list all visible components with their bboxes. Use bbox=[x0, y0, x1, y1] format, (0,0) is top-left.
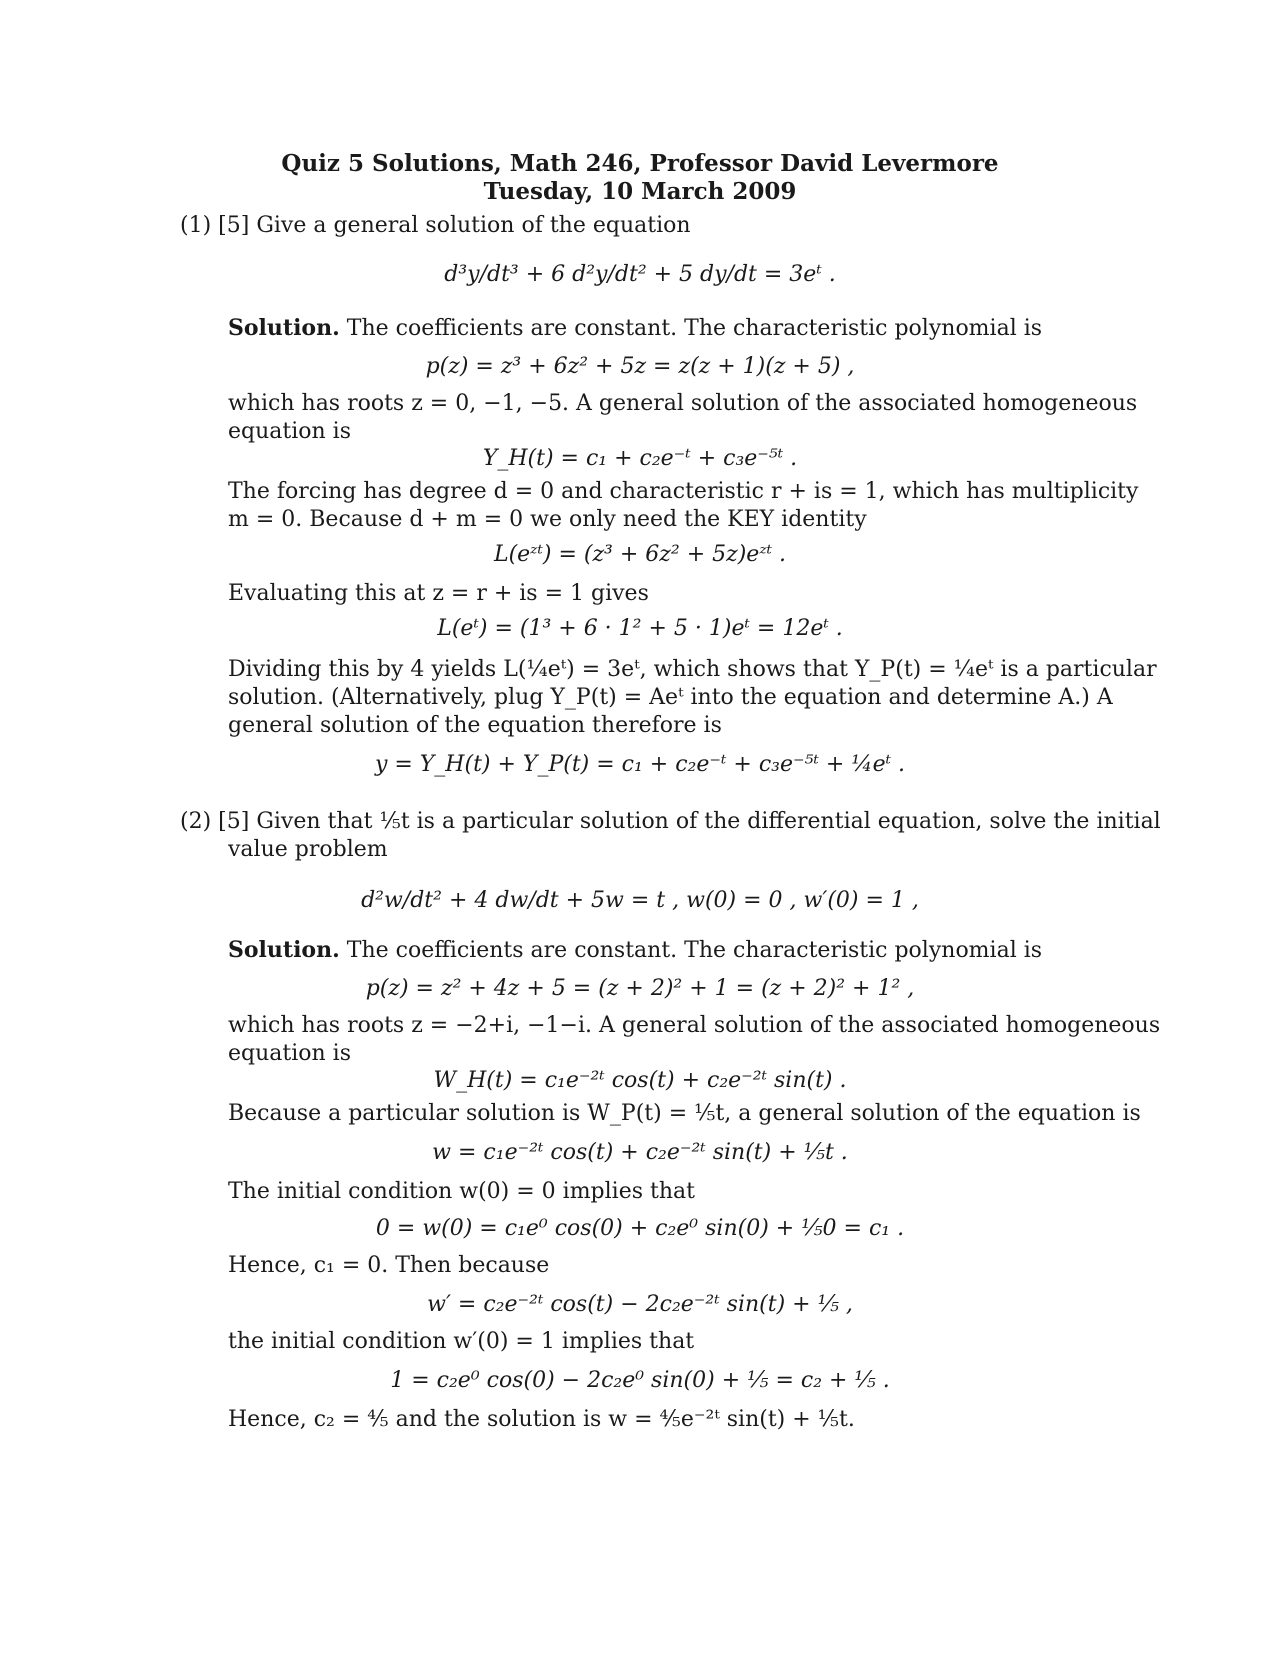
derivative: w′ = c₂e⁻²ᵗ cos(t) − 2c₂e⁻²ᵗ sin(t) + ⅕ , bbox=[427, 1292, 853, 1317]
paragraph-line: The forcing has degree d = 0 and characteristic r + is = 1, which has multiplicity bbox=[228, 479, 1139, 504]
paragraph-line: Hence, c₁ = 0. Then because bbox=[228, 1253, 550, 1278]
general-solution: y = Y_H(t) + Y_P(t) = c₁ + c₂e⁻ᵗ + c₃e⁻⁵ᵗ + ¼eᵗ . bbox=[374, 752, 906, 777]
paragraph-line: Because a particular solution is W_P(t) = ⅕t, a general solution of the equation is bbox=[228, 1101, 1141, 1126]
paragraph-line: The initial condition w(0) = 0 implies that bbox=[228, 1179, 695, 1204]
paragraph-line: general solution of the equation therefore is bbox=[228, 713, 722, 738]
key-identity: L(eᶻᵗ) = (z³ + 6z² + 5z)eᶻᵗ . bbox=[493, 542, 787, 567]
paragraph-line: equation is bbox=[228, 419, 351, 444]
homogeneous-solution: W_H(t) = c₁e⁻²ᵗ cos(t) + c₂e⁻²ᵗ sin(t) . bbox=[433, 1068, 847, 1093]
problem-1-solution-intro bbox=[228, 314, 1042, 343]
document-date: Tuesday, 10 March 2009 bbox=[483, 178, 797, 205]
solution-label: Solution. bbox=[228, 315, 340, 341]
paragraph-line: equation is bbox=[228, 1041, 351, 1066]
characteristic-polynomial: p(z) = z² + 4z + 5 = (z + 2)² + 1 = (z + 2)² + 1² , bbox=[365, 976, 915, 1001]
homogeneous-solution: Y_H(t) = c₁ + c₂e⁻ᵗ + c₃e⁻⁵ᵗ . bbox=[482, 446, 798, 471]
solution-text: The coefficients are constant. The characteristic polynomial is bbox=[346, 938, 1043, 963]
problem-2-solution-intro bbox=[228, 936, 1042, 965]
general-solution: w = c₁e⁻²ᵗ cos(t) + c₂e⁻²ᵗ sin(t) + ⅕t . bbox=[432, 1140, 848, 1165]
evaluated-identity: L(eᵗ) = (1³ + 6 · 1² + 5 · 1)eᵗ = 12eᵗ . bbox=[437, 616, 843, 641]
paragraph-line: which has roots z = 0, −1, −5. A general solution of the associated homogeneous bbox=[228, 391, 1138, 416]
problem-1-equation: d³y/dt³ + 6 d²y/dt² + 5 dy/dt = 3eᵗ . bbox=[444, 262, 836, 287]
paragraph-line: the initial condition w′(0) = 1 implies that bbox=[228, 1329, 695, 1354]
solution-label: Solution. bbox=[228, 937, 340, 963]
paragraph-line: solution. (Alternatively, plug Y_P(t) = Aeᵗ into the equation and determine A.) A bbox=[228, 685, 1113, 710]
problem-2-statement: (2) [5] Given that ⅕t is a particular solution of the differential equation, solve the initial bbox=[180, 809, 1161, 834]
initial-condition-eval: 0 = w(0) = c₁e⁰ cos(0) + c₂e⁰ sin(0) + ⅕0 = c₁ . bbox=[375, 1216, 905, 1241]
solution-text: The coefficients are constant. The characteristic polynomial is bbox=[346, 316, 1043, 341]
paragraph-line: Evaluating this at z = r + is = 1 gives bbox=[228, 581, 649, 606]
derivative-condition-eval: 1 = c₂e⁰ cos(0) − 2c₂e⁰ sin(0) + ⅕ = c₂ + ⅕ . bbox=[390, 1368, 890, 1393]
document-title: Quiz 5 Solutions, Math 246, Professor David Levermore bbox=[281, 150, 999, 177]
paragraph-line: value problem bbox=[228, 837, 388, 862]
problem-2-equation: d²w/dt² + 4 dw/dt + 5w = t , w(0) = 0 , w′(0) = 1 , bbox=[361, 888, 919, 913]
paragraph-line: Dividing this by 4 yields L(¼eᵗ) = 3eᵗ, which shows that Y_P(t) = ¼eᵗ is a particular bbox=[228, 657, 1157, 682]
characteristic-polynomial: p(z) = z³ + 6z² + 5z = z(z + 1)(z + 5) , bbox=[425, 354, 855, 379]
paragraph-line: which has roots z = −2+i, −1−i. A general solution of the associated homogeneous bbox=[228, 1013, 1161, 1038]
final-solution: Hence, c₂ = ⅘ and the solution is w = ⅘e⁻²ᵗ sin(t) + ⅕t. bbox=[228, 1407, 855, 1432]
paragraph-line: m = 0. Because d + m = 0 we only need the KEY identity bbox=[228, 507, 867, 532]
problem-1-statement: (1) [5] Give a general solution of the equation bbox=[180, 213, 691, 238]
